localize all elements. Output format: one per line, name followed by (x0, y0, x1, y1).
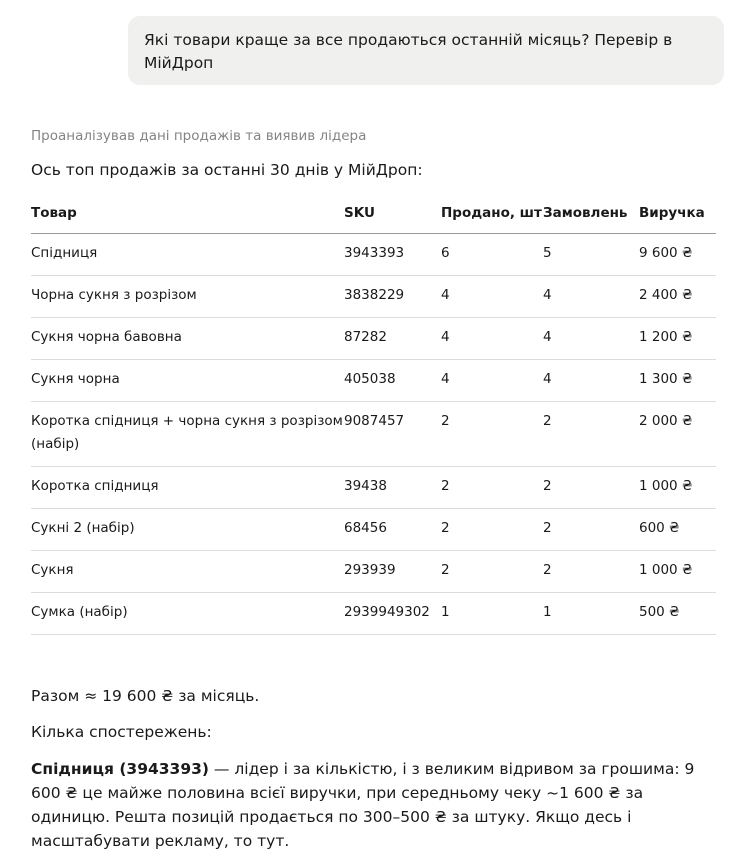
table-row (31, 551, 716, 593)
table-row (31, 509, 716, 551)
header-sold: Продано, шт (441, 196, 543, 234)
cell-orders: 4 (543, 360, 639, 402)
user-message-text: Які товари краще за все продаються останній місяць? Перевір в МійДроп (144, 31, 673, 72)
cell-orders: 2 (543, 467, 639, 509)
cell-revenue: 1 000 ₴ (639, 551, 716, 593)
cell-orders: 2 (543, 551, 639, 593)
table-row (31, 360, 716, 402)
cell-revenue: 600 ₴ (639, 509, 716, 551)
cell-revenue: 2 400 ₴ (639, 276, 716, 318)
header-product: Товар (31, 196, 344, 234)
cell-sold: 2 (441, 509, 543, 551)
observation-text: — лідер і за кількістю, і з великим відривом за грошима: 9 600 ₴ це майже половина всієї виручки, при середньому чеку ~1 600 ₴ за одиницю. Решта позицій продається по 300–500 ₴ за штуку. Якщо десь і масштабувати рекламу, то тут. (31, 760, 695, 850)
table-header-row (31, 196, 716, 234)
cell-sku: 3943393 (344, 234, 441, 276)
table-row (31, 402, 716, 467)
header-sku: SKU (344, 196, 441, 234)
cell-revenue: 1 000 ₴ (639, 467, 716, 509)
cell-product: Сукня чорна бавовна (31, 318, 344, 360)
observation-paragraph (31, 757, 711, 853)
cell-revenue: 500 ₴ (639, 593, 716, 635)
cell-product: Сукня чорна (31, 360, 344, 402)
cell-sold: 4 (441, 318, 543, 360)
cell-product: Сумка (набір) (31, 593, 344, 635)
cell-sold: 2 (441, 402, 543, 467)
cell-sku: 68456 (344, 509, 441, 551)
cell-sku: 39438 (344, 467, 441, 509)
cell-sku: 2939949302 (344, 593, 441, 635)
cell-revenue: 1 200 ₴ (639, 318, 716, 360)
cell-product: Сукні 2 (набір) (31, 509, 344, 551)
cell-orders: 4 (543, 276, 639, 318)
cell-revenue: 1 300 ₴ (639, 360, 716, 402)
revenue-total: Разом ≈ 19 600 ₴ за місяць. (31, 687, 260, 705)
cell-sku: 9087457 (344, 402, 441, 467)
cell-sold: 6 (441, 234, 543, 276)
cell-product: Коротка спідниця + чорна сукня з розрізом (набір) (31, 402, 344, 467)
cell-orders: 2 (543, 402, 639, 467)
cell-sold: 1 (441, 593, 543, 635)
observations-title: Кілька спостережень: (31, 723, 212, 741)
cell-orders: 1 (543, 593, 639, 635)
table-row (31, 234, 716, 276)
cell-orders: 2 (543, 509, 639, 551)
cell-sold: 2 (441, 551, 543, 593)
cell-sku: 3838229 (344, 276, 441, 318)
user-message-bubble (128, 16, 724, 85)
cell-sold: 4 (441, 276, 543, 318)
cell-sku: 87282 (344, 318, 441, 360)
cell-orders: 5 (543, 234, 639, 276)
cell-sku: 293939 (344, 551, 441, 593)
header-orders: Замовлень (543, 196, 639, 234)
cell-revenue: 9 600 ₴ (639, 234, 716, 276)
table-row (31, 276, 716, 318)
cell-sku: 405038 (344, 360, 441, 402)
observation-highlight: Спідниця (3943393) (31, 760, 209, 778)
sales-table (31, 196, 716, 635)
cell-orders: 4 (543, 318, 639, 360)
cell-product: Коротка спідниця (31, 467, 344, 509)
table-row (31, 593, 716, 635)
cell-sold: 4 (441, 360, 543, 402)
cell-product: Сукня (31, 551, 344, 593)
header-revenue: Виручка (639, 196, 716, 234)
cell-product: Чорна сукня з розрізом (31, 276, 344, 318)
cell-sold: 2 (441, 467, 543, 509)
cell-product: Спідниця (31, 234, 344, 276)
cell-revenue: 2 000 ₴ (639, 402, 716, 467)
table-row (31, 467, 716, 509)
thinking-summary[interactable]: Проаналізував дані продажів та виявив лідера (31, 128, 367, 144)
response-intro: Ось топ продажів за останні 30 днів у МійДроп: (31, 161, 423, 179)
table-row (31, 318, 716, 360)
